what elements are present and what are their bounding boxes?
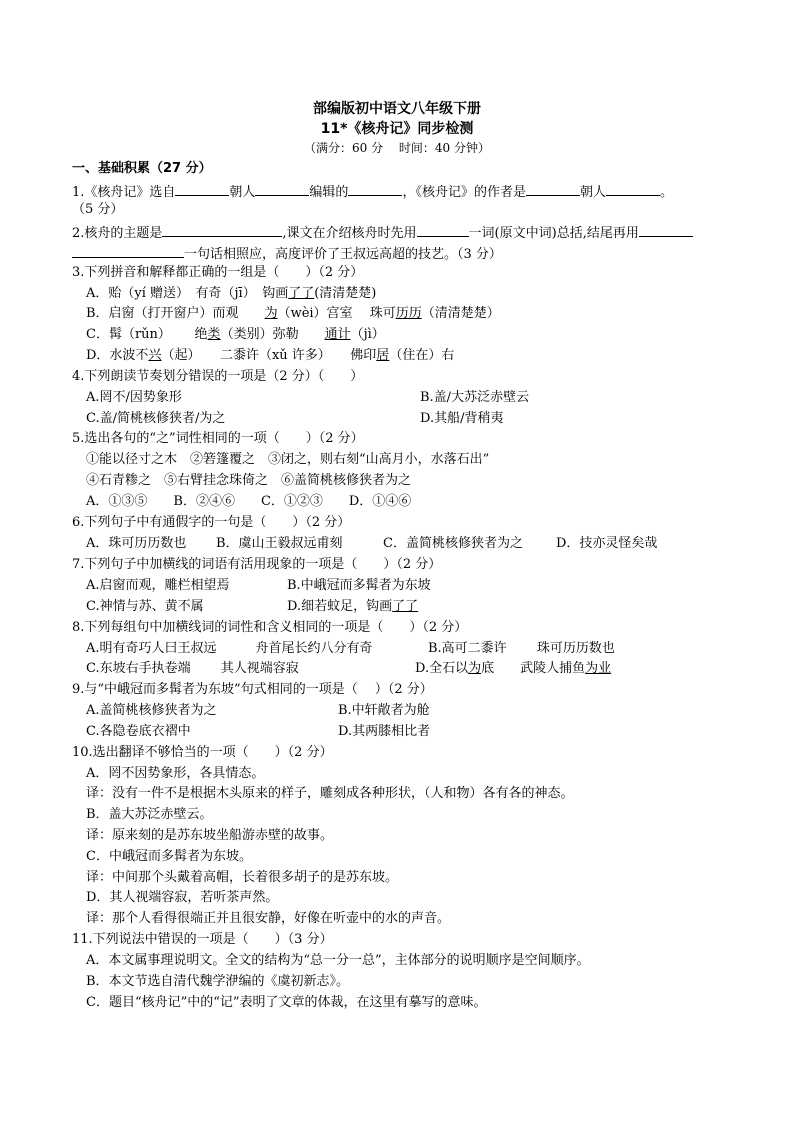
q9-stem: 9.与“中峨冠而多髯者为东坡”句式相同的一项是（ ）（2 分） (72, 682, 433, 697)
q8-option-c[interactable]: C.东坡右手执卷端 其人视端容寂 (86, 661, 299, 676)
question-2 (72, 222, 693, 243)
q3-b-text: B．启窗（打开窗户）而观 (86, 306, 265, 321)
q5-options[interactable]: A．①③⑤ B．②④⑥ C．①②③ D．①④⑥ (86, 494, 412, 509)
q11-option-a[interactable]: A．本文属事理说明文。全文的结构为“总一分一总”，主体部分的说明顺序是空间顺序。 (86, 953, 590, 968)
q3-d-text-3: （住在）右 (389, 348, 455, 363)
q10-stem: 10.选出翻译不够恰当的一项（ ）（2 分） (72, 745, 333, 760)
q3-d-underlined: 兴 (148, 348, 162, 363)
answer-blank[interactable] (255, 181, 309, 196)
q5-stem: 5.选出各句的“之”词性相同的一项（ ）（2 分） (72, 431, 364, 446)
q6-option-a[interactable]: A．珠可历历数也 (86, 536, 187, 551)
q3-a-underlined: 了了 (288, 286, 315, 301)
q8-option-b[interactable]: B.高可二黍许 珠可历历数也 (428, 641, 615, 656)
q1-text-2: 朝人 (229, 185, 256, 200)
q3-a-text: A．贻（yí 赠送） 有奇（jī） 钩画 (86, 286, 289, 301)
q8-d-underlined: 为 (468, 661, 482, 676)
q3-d-underlined-2: 居 (376, 348, 390, 363)
q9-option-b[interactable]: B.中轩敞者为舱 (338, 703, 430, 718)
q9-option-d[interactable]: D.其两膝相比者 (338, 724, 431, 739)
q4-option-a[interactable]: A.罔不/因势象形 (86, 390, 182, 405)
q1-text-6: 。 (659, 185, 673, 200)
q4-option-d[interactable]: D.其船/背稍夷 (420, 411, 504, 426)
q10-option-b[interactable]: B．盖大苏泛赤壁云。 (86, 807, 213, 822)
q7-option-c[interactable]: C.神情与苏、黄不属 (86, 599, 204, 614)
question-2-cont (72, 243, 502, 264)
answer-blank[interactable] (348, 181, 402, 196)
q7-option-b[interactable]: B.中峨冠而多髯者为东坡 (287, 578, 431, 593)
q10-option-c[interactable]: C．中峨冠而多髯者为东坡。 (86, 849, 252, 864)
q7-option-a[interactable]: A.启窗而观，雕栏相望焉 (86, 578, 230, 593)
exam-meta: （满分：60 分 时间：40 分钟） (304, 141, 490, 155)
answer-blank[interactable] (526, 181, 580, 196)
q8-d-text-2: 底 武陵人捕鱼 (481, 661, 586, 676)
q3-option-a[interactable] (86, 285, 376, 303)
q1-text-1: 1.《核舟记》选自 (72, 185, 176, 200)
q3-c-text: C．髯（rǔn） 绝 (86, 327, 208, 342)
q7-d-underlined: 了了 (392, 599, 419, 614)
answer-blank[interactable] (606, 181, 660, 196)
q11-stem: 11.下列说法中错误的一项是（ ）（3 分） (72, 932, 333, 947)
q3-c-underlined-2: 通计 (324, 327, 351, 342)
q3-a-text-2: (清清楚楚) (314, 286, 377, 301)
q9-option-c[interactable]: C.各隐卷底衣褶中 (86, 724, 191, 739)
q7-stem: 7.下列句子中加横线的词语有活用现象的一项是（ ）（2 分） (72, 557, 442, 572)
q3-b-text-2: （wèi）宫室 珠可 (277, 306, 396, 321)
q5-sentences-1: ①能以径寸之木 ②箬篷覆之 ③闭之，则右刻“山高月小，水落石出” (86, 452, 490, 467)
q2-text-2: ,课文在介绍核舟时先用 (282, 226, 417, 241)
q11-option-b[interactable]: B．本文节选自清代魏学洢编的《虞初新志》。 (86, 974, 350, 989)
q1-text-3: 编辑的 (309, 185, 349, 200)
document-subtitle: 11*《核舟记》同步检测 (320, 121, 474, 137)
q7-option-d[interactable] (287, 598, 418, 616)
q8-d-text: D.全石以 (415, 661, 469, 676)
answer-blank[interactable] (72, 243, 184, 258)
q10-translation-c: 译：中间那个头戴着高帽，长着很多胡子的是苏东坡。 (86, 870, 399, 885)
q9-option-a[interactable]: A.盖简桃核修狭者为之 (86, 703, 217, 718)
answer-blank[interactable] (639, 222, 693, 237)
q8-stem: 8.下列每组句中加横线词的词性和含义相同的一项是（ ）（2 分） (72, 620, 468, 635)
answer-blank[interactable] (175, 181, 229, 196)
q2-text-1: 2.核舟的主题是 (72, 226, 163, 241)
q4-option-c[interactable]: C.盖/简桃核修狭者/为之 (86, 411, 226, 426)
q11-option-c[interactable]: C．题目“核舟记”中的“记”表明了文章的体裁，在这里有摹写的意味。 (86, 995, 487, 1010)
q8-option-d[interactable] (415, 660, 611, 678)
q3-d-text-2: （起） 二黍许（xǔ 许多） 佛印 (161, 348, 377, 363)
q3-b-text-3: （清清楚楚） (421, 306, 500, 321)
q1-text-4: ，《核舟记》的作者是 (402, 185, 526, 200)
answer-blank[interactable] (417, 222, 469, 237)
q1-text-5: 朝人 (579, 185, 606, 200)
q8-d-underlined-2: 为业 (585, 661, 612, 676)
q10-option-d[interactable]: D．其人视端容寂，若听茶声然。 (86, 890, 279, 905)
q2-text-4: 一句话相照应，高度评价了王叔远高超的技艺。（3 分） (184, 247, 502, 262)
q10-translation-b: 译：原来刻的是苏东坡坐船游赤壁的故事。 (86, 828, 334, 843)
q6-option-c[interactable]: C．盖简桃核修狭者为之 (383, 536, 523, 551)
q3-b-underlined: 为 (264, 306, 278, 321)
q3-option-d[interactable] (86, 347, 454, 365)
q10-translation-a: 译：没有一件不是根据木头原来的样子，雕刻成各种形状，（人和物）各有各的神态。 (86, 786, 574, 801)
q3-d-text: D．水波不 (86, 348, 149, 363)
answer-blank[interactable] (162, 222, 282, 237)
q7-d-text: D.细若蚊足，钩画 (287, 599, 393, 614)
q3-option-b[interactable] (86, 305, 500, 323)
q4-option-b[interactable]: B.盖/大苏泛赤壁云 (420, 390, 530, 405)
q3-c-text-2: （类别）弥勒 (220, 327, 325, 342)
q2-text-3: 一词(原文中词)总括,结尾再用 (468, 226, 639, 241)
q6-stem: 6.下列句子中有通假字的一句是（ ）（2 分） (72, 515, 351, 530)
q5-sentences-2: ④石青糁之 ⑤右臂挂念珠倚之 ⑥盖简桃核修狭者为之 (86, 473, 412, 488)
q3-c-text-3: （jì） (350, 327, 385, 342)
q3-option-c[interactable] (86, 326, 385, 344)
q1-score: （5 分） (72, 202, 124, 217)
q3-b-underlined-2: 历历 (395, 306, 422, 321)
q6-option-b[interactable]: B．虞山王毅叔远甫刻 (216, 536, 343, 551)
q10-option-a[interactable]: A．罔不因势象形，各具情态。 (86, 766, 265, 781)
document-title: 部编版初中语文八年级下册 (313, 101, 481, 117)
q3-c-underlined: 类 (207, 327, 221, 342)
section-heading: 一、基础积累（27 分） (72, 161, 212, 176)
q4-stem: 4.下列朗读节奏划分错误的一项是（2 分）（ ） (72, 369, 364, 384)
q6-option-d[interactable]: D．技亦灵怪矣哉 (556, 536, 658, 551)
q8-option-a[interactable]: A.明有奇巧人曰王叔远 舟首尾长约八分有奇 (86, 641, 373, 656)
q3-stem: 3.下列拼音和解释都正确的一组是（ ）（2 分） (72, 265, 364, 280)
q10-translation-d: 译：那个人看得很端正并且很安静，好像在听壶中的水的声音。 (86, 911, 451, 926)
question-1 (72, 181, 673, 202)
